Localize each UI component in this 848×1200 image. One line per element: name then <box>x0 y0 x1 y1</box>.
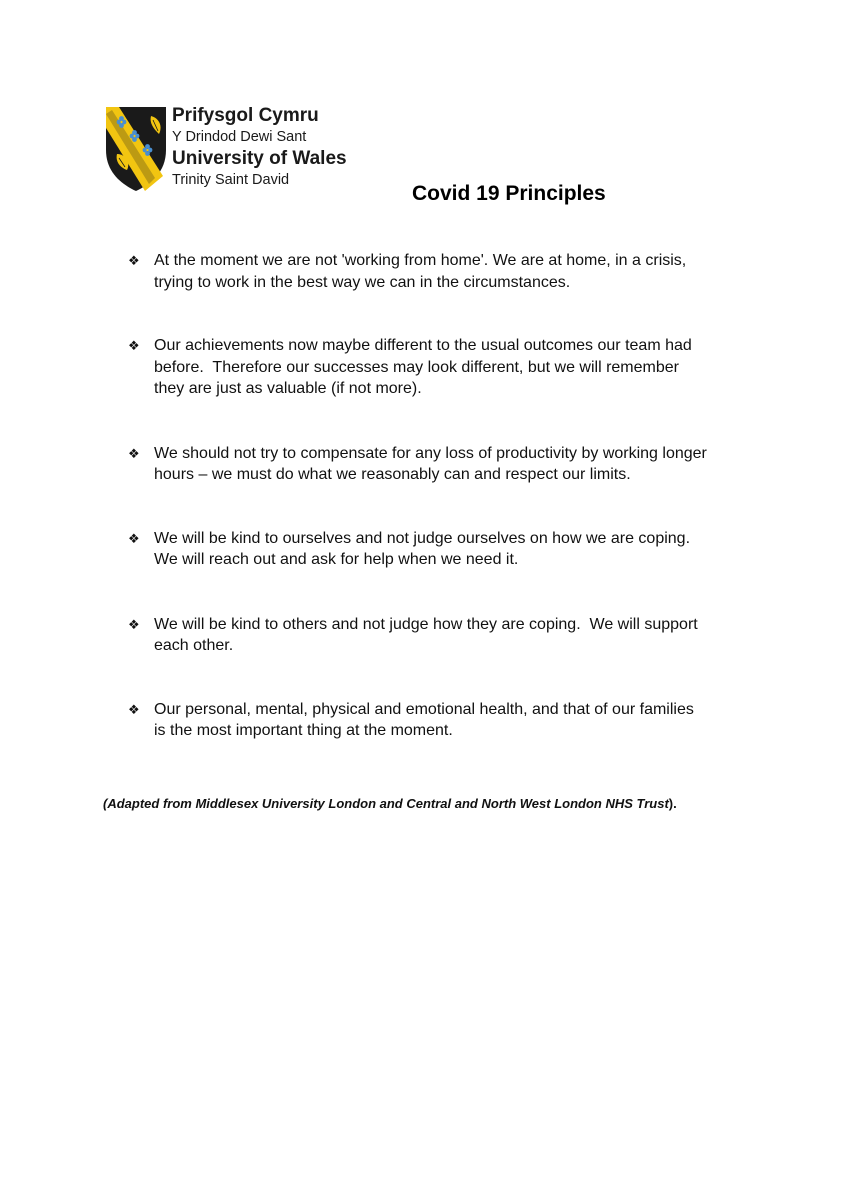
logo-subname-welsh: Y Drindod Dewi Sant <box>172 129 307 145</box>
principle-item <box>128 699 768 742</box>
principle-line: We will be kind to others and not judge how they are coping. We will support <box>154 615 698 633</box>
document-title: Covid 19 Principles <box>412 182 606 205</box>
logo-name-welsh: Prifysgol Cymru <box>172 105 319 126</box>
principle-line: hours – we must do what we reasonably can and respect our limits. <box>154 466 631 483</box>
logo-subname-english: Trinity Saint David <box>172 172 290 188</box>
principle-line: We will reach out and ask for help when we need it. <box>154 551 519 568</box>
logo-wordmark <box>172 104 347 190</box>
principle-line: Our achievements now maybe different to the usual outcomes our team had <box>154 337 692 354</box>
principle-line: they are just as valuable (if not more). <box>154 380 422 397</box>
principle-line: We should not try to compensate for any loss of productivity by working longer <box>154 444 707 462</box>
diamond-four-bullet-icon: ❖ <box>128 531 140 547</box>
diamond-four-bullet-icon: ❖ <box>128 617 140 633</box>
principle-line: We will be kind to ourselves and not judge ourselves on how we are coping. <box>154 529 691 547</box>
principle-item <box>128 528 768 571</box>
principle-item <box>128 250 768 293</box>
principle-line: At the moment we are not 'working from home'. We are at home, in a crisis, <box>154 252 687 269</box>
diamond-four-bullet-icon: ❖ <box>128 702 140 718</box>
shield-crest-icon <box>105 106 167 192</box>
attribution-note <box>103 795 677 813</box>
diamond-four-bullet-icon: ❖ <box>128 446 140 462</box>
principle-item <box>128 443 768 486</box>
diamond-four-bullet-icon: ❖ <box>128 339 140 354</box>
diamond-four-bullet-icon: ❖ <box>128 254 140 269</box>
university-logo <box>105 104 353 202</box>
principles-list <box>128 250 768 742</box>
principle-line: each other. <box>154 637 234 654</box>
attribution-end: ). <box>668 796 677 811</box>
principle-line: is the most important thing at the moment. <box>154 722 453 739</box>
attribution-text: (Adapted from Middlesex University London and Central and North West London NHS Trust <box>103 796 669 811</box>
principle-line: Our personal, mental, physical and emotional health, and that of our families <box>154 700 694 718</box>
principle-line: trying to work in the best way we can in the circumstances. <box>154 273 571 291</box>
principle-line: before. Therefore our successes may look different, but we will remember <box>154 358 679 376</box>
logo-name-english: University of Wales <box>172 148 347 169</box>
principle-item <box>128 614 768 657</box>
principle-item <box>128 335 768 400</box>
